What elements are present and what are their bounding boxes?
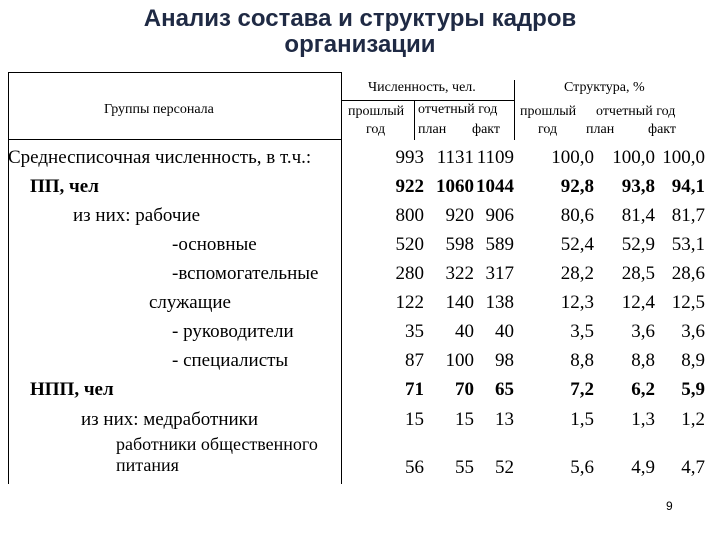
structure-fact-cell: 3,6: [681, 321, 705, 342]
table-row: [8, 202, 705, 230]
count-prev-year-cell: 520: [395, 234, 424, 255]
count-fact-cell: 40: [495, 321, 514, 342]
structure-prev-year-cell: 8,8: [570, 350, 594, 371]
count-plan-cell: 920: [445, 205, 474, 226]
count-prev-year-header-line2: год: [366, 122, 386, 137]
structure-plan-cell: 52,9: [621, 234, 655, 255]
count-fact-cell: 52: [495, 457, 514, 478]
table-row: [8, 289, 705, 317]
row-label: - специалисты: [172, 350, 289, 371]
structure-plan-cell: 93,8: [621, 176, 655, 197]
count-header-underline: [341, 100, 515, 101]
count-plan-header: план: [418, 122, 447, 137]
count-plan-cell: 70: [455, 379, 474, 400]
row-label-line1: работники общественного: [116, 434, 318, 454]
page-number: 9: [666, 499, 673, 513]
count-prev-year-cell: 280: [395, 263, 424, 284]
structure-prev-year-cell: 1,5: [570, 409, 594, 430]
table-row: [8, 231, 705, 259]
count-prev-year-cell: 56: [405, 457, 424, 478]
count-fact-header: факт: [472, 122, 501, 137]
staff-table: [8, 72, 705, 484]
structure-plan-header: план: [586, 122, 615, 137]
structure-prev-year-cell: 80,6: [560, 205, 594, 226]
count-prev-year-cell: 993: [395, 147, 424, 168]
structure-fact-cell: 100,0: [662, 147, 705, 168]
slide-title-line1: Анализ состава и структуры кадров: [143, 5, 577, 32]
row-label: -основные: [172, 234, 257, 255]
count-plan-cell: 140: [445, 292, 474, 313]
table-row: [8, 318, 705, 346]
count-fact-cell: 13: [495, 409, 514, 430]
count-group-header: Численность, чел.: [368, 80, 476, 95]
count-fact-cell: 1044: [476, 176, 514, 197]
structure-plan-cell: 100,0: [612, 147, 655, 168]
structure-fact-cell: 94,1: [671, 176, 705, 197]
row-label: -вспомогательные: [172, 263, 319, 284]
structure-group-header: Структура, %: [564, 80, 645, 95]
row-label: из них: рабочие: [73, 205, 201, 226]
count-plan-cell: 1131: [436, 147, 474, 168]
row-label: - руководители: [172, 321, 294, 342]
structure-report-year-header: отчетный год: [596, 104, 676, 119]
section-divider: [514, 80, 515, 140]
count-fact-cell: 1109: [476, 147, 514, 168]
header-bottom-border: [8, 139, 341, 140]
count-prev-year-cell: 87: [405, 350, 424, 371]
table-top-border: [8, 72, 341, 73]
row-label-line2: питания: [116, 455, 179, 475]
count-prev-year-cell: 122: [395, 292, 424, 313]
row-label: НПП, чел: [30, 379, 114, 400]
structure-fact-cell: 12,5: [671, 292, 705, 313]
structure-fact-cell: 5,9: [681, 379, 705, 400]
count-prev-year-cell: 35: [405, 321, 424, 342]
count-prev-year-cell: 15: [405, 409, 424, 430]
structure-prev-year-header-line1: прошлый: [520, 104, 577, 119]
structure-prev-year-cell: 3,5: [570, 321, 594, 342]
structure-fact-cell: 53,1: [671, 234, 705, 255]
structure-prev-year-header-line2: год: [538, 122, 558, 137]
count-fact-cell: 98: [495, 350, 514, 371]
table-row: [8, 144, 705, 172]
count-fact-cell: 589: [485, 234, 514, 255]
count-prev-year-cell: 922: [395, 176, 424, 197]
table-row: [8, 406, 705, 434]
structure-prev-year-cell: 5,6: [570, 457, 594, 478]
row-label: служащие: [149, 292, 231, 313]
structure-plan-cell: 1,3: [631, 409, 655, 430]
slide-title-line2: организации: [284, 31, 436, 58]
count-plan-cell: 1060: [436, 176, 474, 197]
count-fact-cell: 65: [495, 379, 514, 400]
count-prev-year-cell: 800: [395, 205, 424, 226]
count-fact-cell: 906: [485, 205, 514, 226]
structure-plan-cell: 81,4: [621, 205, 655, 226]
table-row: [8, 260, 705, 288]
structure-prev-year-cell: 7,2: [570, 379, 594, 400]
count-plan-cell: 100: [445, 350, 474, 371]
table-row: [8, 432, 705, 482]
count-plan-cell: 40: [455, 321, 474, 342]
count-plan-cell: 598: [445, 234, 474, 255]
count-prev-year-cell: 71: [405, 379, 424, 400]
table-row: [8, 173, 705, 201]
count-plan-cell: 15: [455, 409, 474, 430]
structure-prev-year-cell: 28,2: [560, 263, 594, 284]
structure-prev-year-cell: 12,3: [560, 292, 594, 313]
structure-plan-cell: 6,2: [631, 379, 655, 400]
structure-plan-cell: 4,9: [631, 457, 655, 478]
structure-prev-year-cell: 100,0: [551, 147, 594, 168]
structure-fact-cell: 4,7: [681, 457, 705, 478]
structure-plan-cell: 12,4: [621, 292, 655, 313]
structure-fact-cell: 81,7: [671, 205, 705, 226]
table-row: [8, 347, 705, 375]
count-plan-cell: 55: [455, 457, 474, 478]
structure-plan-cell: 3,6: [631, 321, 655, 342]
structure-fact-cell: 28,6: [671, 263, 705, 284]
count-prev-year-header-line1: прошлый: [348, 104, 405, 119]
structure-fact-cell: 8,9: [681, 350, 705, 371]
count-fact-cell: 317: [485, 263, 514, 284]
structure-plan-cell: 28,5: [621, 263, 655, 284]
count-fact-cell: 138: [485, 292, 514, 313]
row-label: из них: медработники: [81, 409, 259, 430]
slide-title: [0, 6, 720, 58]
structure-prev-year-cell: 52,4: [560, 234, 594, 255]
row-label: ПП, чел: [30, 176, 99, 197]
table-row: [8, 376, 705, 404]
groups-header: Группы персонала: [104, 102, 214, 117]
structure-fact-cell: 1,2: [681, 409, 705, 430]
count-plan-cell: 322: [445, 263, 474, 284]
structure-fact-header: факт: [648, 122, 677, 137]
structure-plan-cell: 8,8: [631, 350, 655, 371]
report-year-left-divider: [414, 100, 415, 140]
structure-prev-year-cell: 92,8: [560, 176, 594, 197]
row-label: Среднесписочная численность, в т.ч.:: [8, 147, 312, 168]
count-report-year-header: отчетный год: [418, 102, 498, 117]
